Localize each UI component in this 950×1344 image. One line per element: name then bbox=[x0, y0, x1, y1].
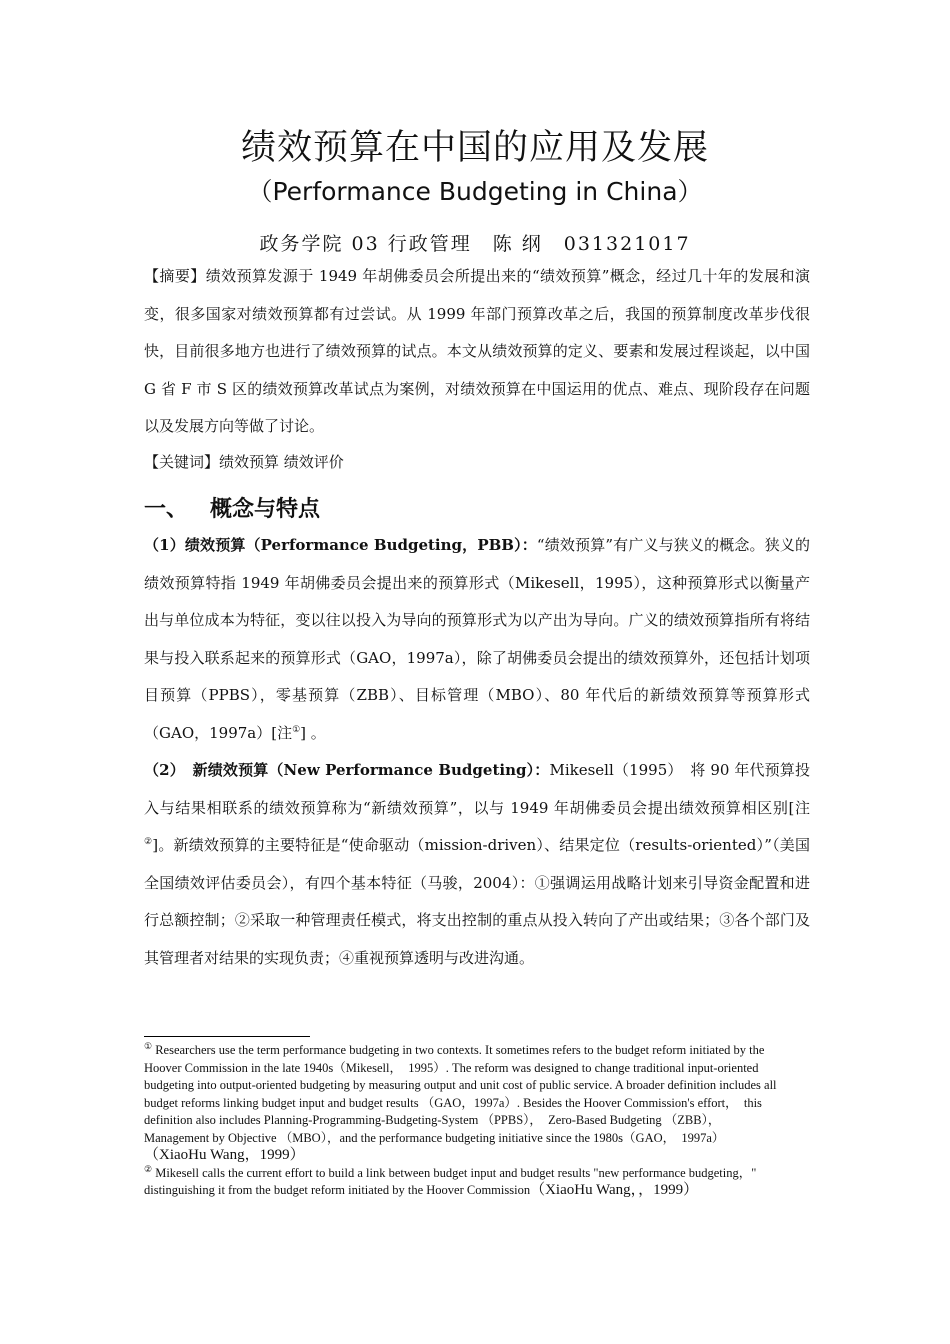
footnotes bbox=[144, 1042, 784, 1200]
paragraph-text: ]。新绩效预算的主要特征是“使命驱动（mission-driven）、结果定位（results-oriented）”（美国全国绩效评估委员会），有四个基本特征（马骏，2004）：①强调运用战略计划来引导资金配置和进行总额控制；②采取一种管理责任模式，将支出控制的重点从投入转向了产出或结果；③各个部门及其管理者对结果的实现负责；④重视预算透明与改进沟通。 bbox=[144, 836, 810, 967]
document-title: 绩效预算在中国的应用及发展 bbox=[240, 128, 709, 168]
section-body bbox=[144, 527, 810, 977]
footnote-citation: （XiaoHu Wang，1999） bbox=[144, 1147, 305, 1163]
footnote-1 bbox=[144, 1042, 784, 1165]
abstract-label: 【摘要】 bbox=[144, 267, 206, 285]
footnote-ref-1[interactable]: ① bbox=[292, 724, 301, 735]
section-number: 一、 bbox=[144, 497, 189, 522]
paragraph-lead: （1）绩效预算（Performance Budgeting，PBB）： bbox=[144, 536, 537, 554]
abstract-text: 绩效预算发源于 1949 年胡佛委员会所提出来的“绩效预算”概念，经过几十年的发展和演变，很多国家对绩效预算都有过尝试。从 1999 年部门预算改革之后，我国的预算制度改革步伐很快，目前很多地方也进行了绩效预算的试点。本文从绩效预算的定义、要素和发展过程谈起，以中国 G 省 F 市 S 区的绩效预算改革试点为案例，对绩效预算在中国运用的优点、难点、现阶段存在问题以及发展方向等做了讨论。 bbox=[144, 267, 810, 435]
footnote-citation: （XiaoHu Wang，，1999） bbox=[530, 1182, 699, 1198]
keywords-label: 【关键词】 bbox=[144, 453, 220, 471]
footnote-mark: ① bbox=[144, 1040, 153, 1051]
paragraph-text: ] 。 bbox=[300, 723, 326, 742]
keywords-line bbox=[144, 444, 344, 482]
section-heading bbox=[144, 492, 320, 523]
footnote-2 bbox=[144, 1165, 784, 1200]
footnote-text: Mikesell calls the current effort to build a link between budget input and budget results "new performance budgeting，" distinguishing it from the budget reform initiated by the Hoover Commission bbox=[144, 1165, 757, 1197]
footnote-text: Researchers use the term performance budgeting in two contexts. It sometimes refers to the budget reform initiated by the Hoover Commission in the late 1940s（Mikesell， 1995）. The reform was designed to change traditional input-oriented budgeting into output-oriented budgeting by measuring output and unit cost of public service. A broader definition includes all budget reforms linking budget input and budget results （GAO，1997a）. Besides the Hoover Commission's effort， this definition also includes Planning-Programming-Budgeting-System （PPBS）， Zero-Based Budgeting （ZBB）， Management by Objective （MBO），and the performance budgeting initiative since the 1980s（GAO， 1997a） bbox=[144, 1043, 777, 1145]
keywords-text: 绩效预算 绩效评价 bbox=[219, 453, 344, 471]
paragraph-text: “绩效预算”有广义与狭义的概念。狭义的绩效预算特指 1949 年胡佛委员会提出来的预算形式（Mikesell，1995），这种预算形式以衡量产出与单位成本为特征，变以往以投入为导向的预算形式为以产出为导向。广义的绩效预算指所有将结果与投入联系起来的预算形式（GAO，1997a），除了胡佛委员会提出的绩效预算外，还包括计划项目预算（PPBS），零基预算（ZBB）、目标管理（MBO）、80 年代后的新绩效预算等预算形式（GAO，1997a）[注 bbox=[144, 536, 811, 742]
paragraph-new-performance-budgeting bbox=[144, 752, 810, 977]
paragraph-lead: （2） 新绩效预算（New Performance Budgeting）： bbox=[144, 761, 550, 779]
section-title: 概念与特点 bbox=[210, 497, 321, 522]
author-line: 政务学院 03 行政管理 陈 纲 031321017 bbox=[259, 233, 691, 255]
document-subtitle: （Performance Budgeting in China） bbox=[247, 177, 703, 206]
paragraph-text: Mikesell（1995） 将 90 年代预算投入与结果相联系的绩效预算称为“新绩效预算”，以与 1949 年胡佛委员会提出绩效预算相区别[注 bbox=[144, 761, 811, 817]
footnote-separator bbox=[144, 1036, 310, 1037]
footnote-ref-2[interactable]: ② bbox=[144, 837, 153, 847]
abstract-paragraph bbox=[144, 258, 810, 446]
footnote-mark: ② bbox=[144, 1163, 153, 1174]
paragraph-performance-budgeting bbox=[144, 527, 810, 752]
